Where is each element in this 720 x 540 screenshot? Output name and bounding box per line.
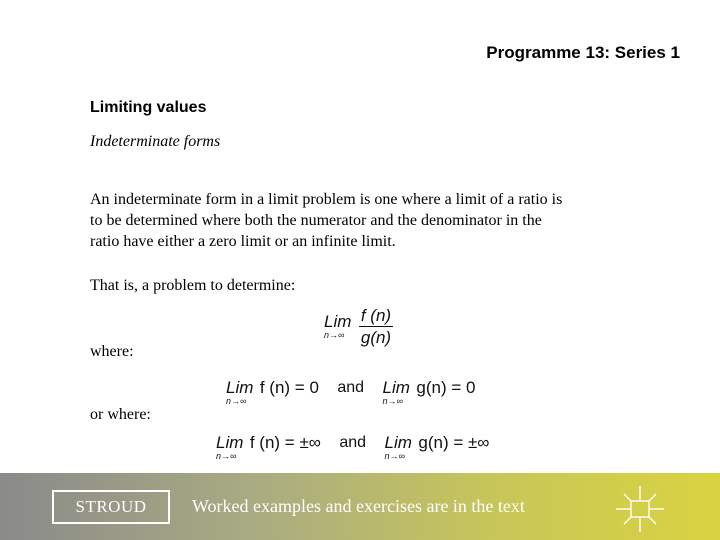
fraction-bar xyxy=(359,326,393,327)
lim-operator xyxy=(216,434,243,461)
lim-word: Lim xyxy=(384,433,412,452)
numerator-limit-expr: f (n) = 0 xyxy=(259,378,319,397)
intro-line: ratio have either a zero limit or an infinite limit. xyxy=(90,233,396,250)
or-where-label: or where: xyxy=(90,406,151,423)
intro-line: to be determined where both the numerator and the denominator in the xyxy=(90,212,542,229)
lim-word: Lim xyxy=(324,312,352,331)
lim-operator xyxy=(226,379,253,406)
lim-subscript: n→∞ xyxy=(226,396,247,406)
zero-limit-condition xyxy=(226,379,475,406)
lim-subscript: n→∞ xyxy=(216,451,237,461)
lim-word: Lim xyxy=(382,378,410,397)
section-title: Limiting values xyxy=(90,99,207,116)
ratio-numerator: f (n) xyxy=(360,306,392,325)
infinite-limit-condition xyxy=(216,434,489,461)
lim-operator xyxy=(385,434,412,461)
numerator-limit-expr: f (n) = ±∞ xyxy=(249,433,321,452)
lim-subscript: n→∞ xyxy=(324,330,345,340)
lim-word: Lim xyxy=(226,378,254,397)
where-label: where: xyxy=(90,343,134,360)
denominator-limit-expr: g(n) = ±∞ xyxy=(418,433,490,452)
intro-paragraph xyxy=(90,189,650,252)
lim-operator xyxy=(383,379,410,406)
and-word: and xyxy=(337,379,365,396)
subsection-title: Indeterminate forms xyxy=(90,133,221,150)
ratio-denominator: g(n) xyxy=(360,328,392,347)
lim-subscript: n→∞ xyxy=(382,396,403,406)
starburst-icon xyxy=(612,484,668,534)
lim-operator xyxy=(324,313,351,340)
footer-note: Worked examples and exercises are in the text xyxy=(192,496,525,516)
ratio-fraction xyxy=(359,306,393,347)
and-word: and xyxy=(339,434,367,451)
denominator-limit-expr: g(n) = 0 xyxy=(416,378,476,397)
that-is-label: That is, a problem to determine: xyxy=(90,277,296,294)
stroud-logo: STROUD xyxy=(52,490,170,524)
lim-word: Lim xyxy=(216,433,244,452)
header-title: Programme 13: Series 1 xyxy=(486,43,680,62)
intro-line: An indeterminate form in a limit problem is one where a limit of a ratio is xyxy=(90,191,563,208)
lim-subscript: n→∞ xyxy=(384,451,405,461)
limit-ratio-formula xyxy=(324,306,393,347)
